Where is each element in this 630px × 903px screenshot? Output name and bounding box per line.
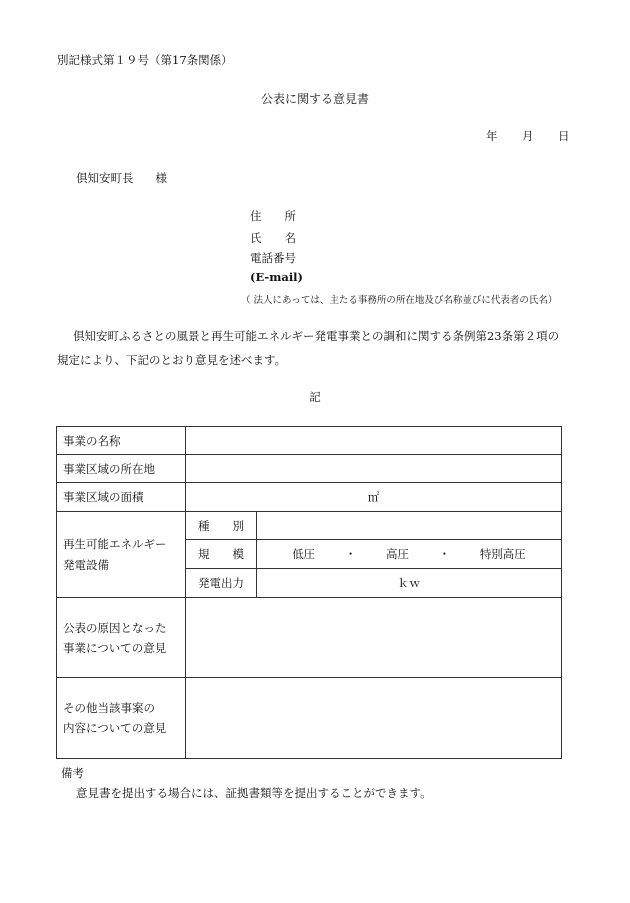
- business-location-field[interactable]: [186, 455, 562, 483]
- addressee-honorific: 様: [155, 171, 167, 185]
- cause-opinion-label: [57, 598, 186, 678]
- table-row: [57, 512, 562, 540]
- business-area-label: 事業区域の面積: [57, 483, 186, 512]
- applicant-email-label: (E-mail): [250, 270, 303, 284]
- output-label: 発電出力: [186, 569, 257, 598]
- document-title: 公表に関する意見書: [260, 92, 369, 106]
- form-number: 別記様式第１９号（第17条関係）: [57, 53, 233, 67]
- scale-option-extra-high[interactable]: 特別高圧: [479, 547, 526, 561]
- table-row: [57, 455, 562, 483]
- scale-label: 規 模: [186, 540, 257, 569]
- business-name-label: 事業の名称: [57, 427, 186, 455]
- output-field[interactable]: [257, 569, 562, 598]
- cause-opinion-line1: 公表の原因となった: [63, 620, 167, 635]
- body-paragraph: 倶知安町ふるさとの風景と再生可能エネルギー発電事業との調和に関する条例第23条第２項の規定により、下記のとおり意見を述べます。: [57, 329, 560, 367]
- applicant-phone-label: 電話番号: [250, 251, 296, 265]
- other-opinion-label: [57, 678, 186, 759]
- business-name-field[interactable]: [186, 427, 562, 455]
- type-label: 種 別: [186, 512, 257, 540]
- table-row: [57, 678, 562, 759]
- addressee-name: 倶知安町長: [76, 171, 134, 185]
- scale-option-low[interactable]: 低圧: [292, 547, 316, 561]
- area-unit: ㎡: [367, 490, 380, 504]
- business-area-field[interactable]: [186, 483, 562, 512]
- scale-option-high[interactable]: 高圧: [386, 547, 409, 561]
- date-month: 月: [522, 129, 534, 143]
- addressee: [76, 170, 167, 186]
- scale-separator: ・: [344, 547, 357, 561]
- type-field[interactable]: [257, 512, 562, 540]
- date-year: 年: [486, 129, 498, 143]
- applicant-name-label: 氏 名: [250, 231, 296, 245]
- cause-opinion-field[interactable]: [186, 598, 562, 678]
- other-opinion-field[interactable]: [186, 678, 562, 759]
- remarks-heading: 備考: [61, 766, 84, 780]
- output-unit: ｋｗ: [397, 576, 421, 590]
- table-row: [57, 427, 562, 455]
- date-day: 日: [558, 129, 570, 143]
- scale-separator: ・: [438, 547, 451, 561]
- scale-options[interactable]: [257, 540, 562, 569]
- ki-heading: 記: [309, 390, 321, 404]
- table-row: [57, 483, 562, 512]
- facility-label-line1: 再生可能エネルギー: [63, 536, 167, 551]
- cause-opinion-line2: 事業についての意見: [63, 640, 167, 655]
- table-row: [57, 598, 562, 678]
- business-location-label: 事業区域の所在地: [57, 455, 186, 483]
- applicant-address-label: 住 所: [250, 209, 296, 223]
- other-opinion-line1: その他当該事案の: [63, 701, 155, 715]
- other-opinion-line2: 内容についての意見: [63, 721, 167, 735]
- opinion-form-table: [56, 426, 562, 759]
- remarks-text: 意見書を提出する場合には、証拠書類等を提出することができます。: [76, 786, 432, 800]
- applicant-note: （ 法人にあっては、主たる事務所の所在地及び名称並びに代表者の氏名）: [241, 295, 558, 306]
- facility-label: [57, 512, 186, 598]
- facility-label-line2: 発電設備: [63, 557, 109, 572]
